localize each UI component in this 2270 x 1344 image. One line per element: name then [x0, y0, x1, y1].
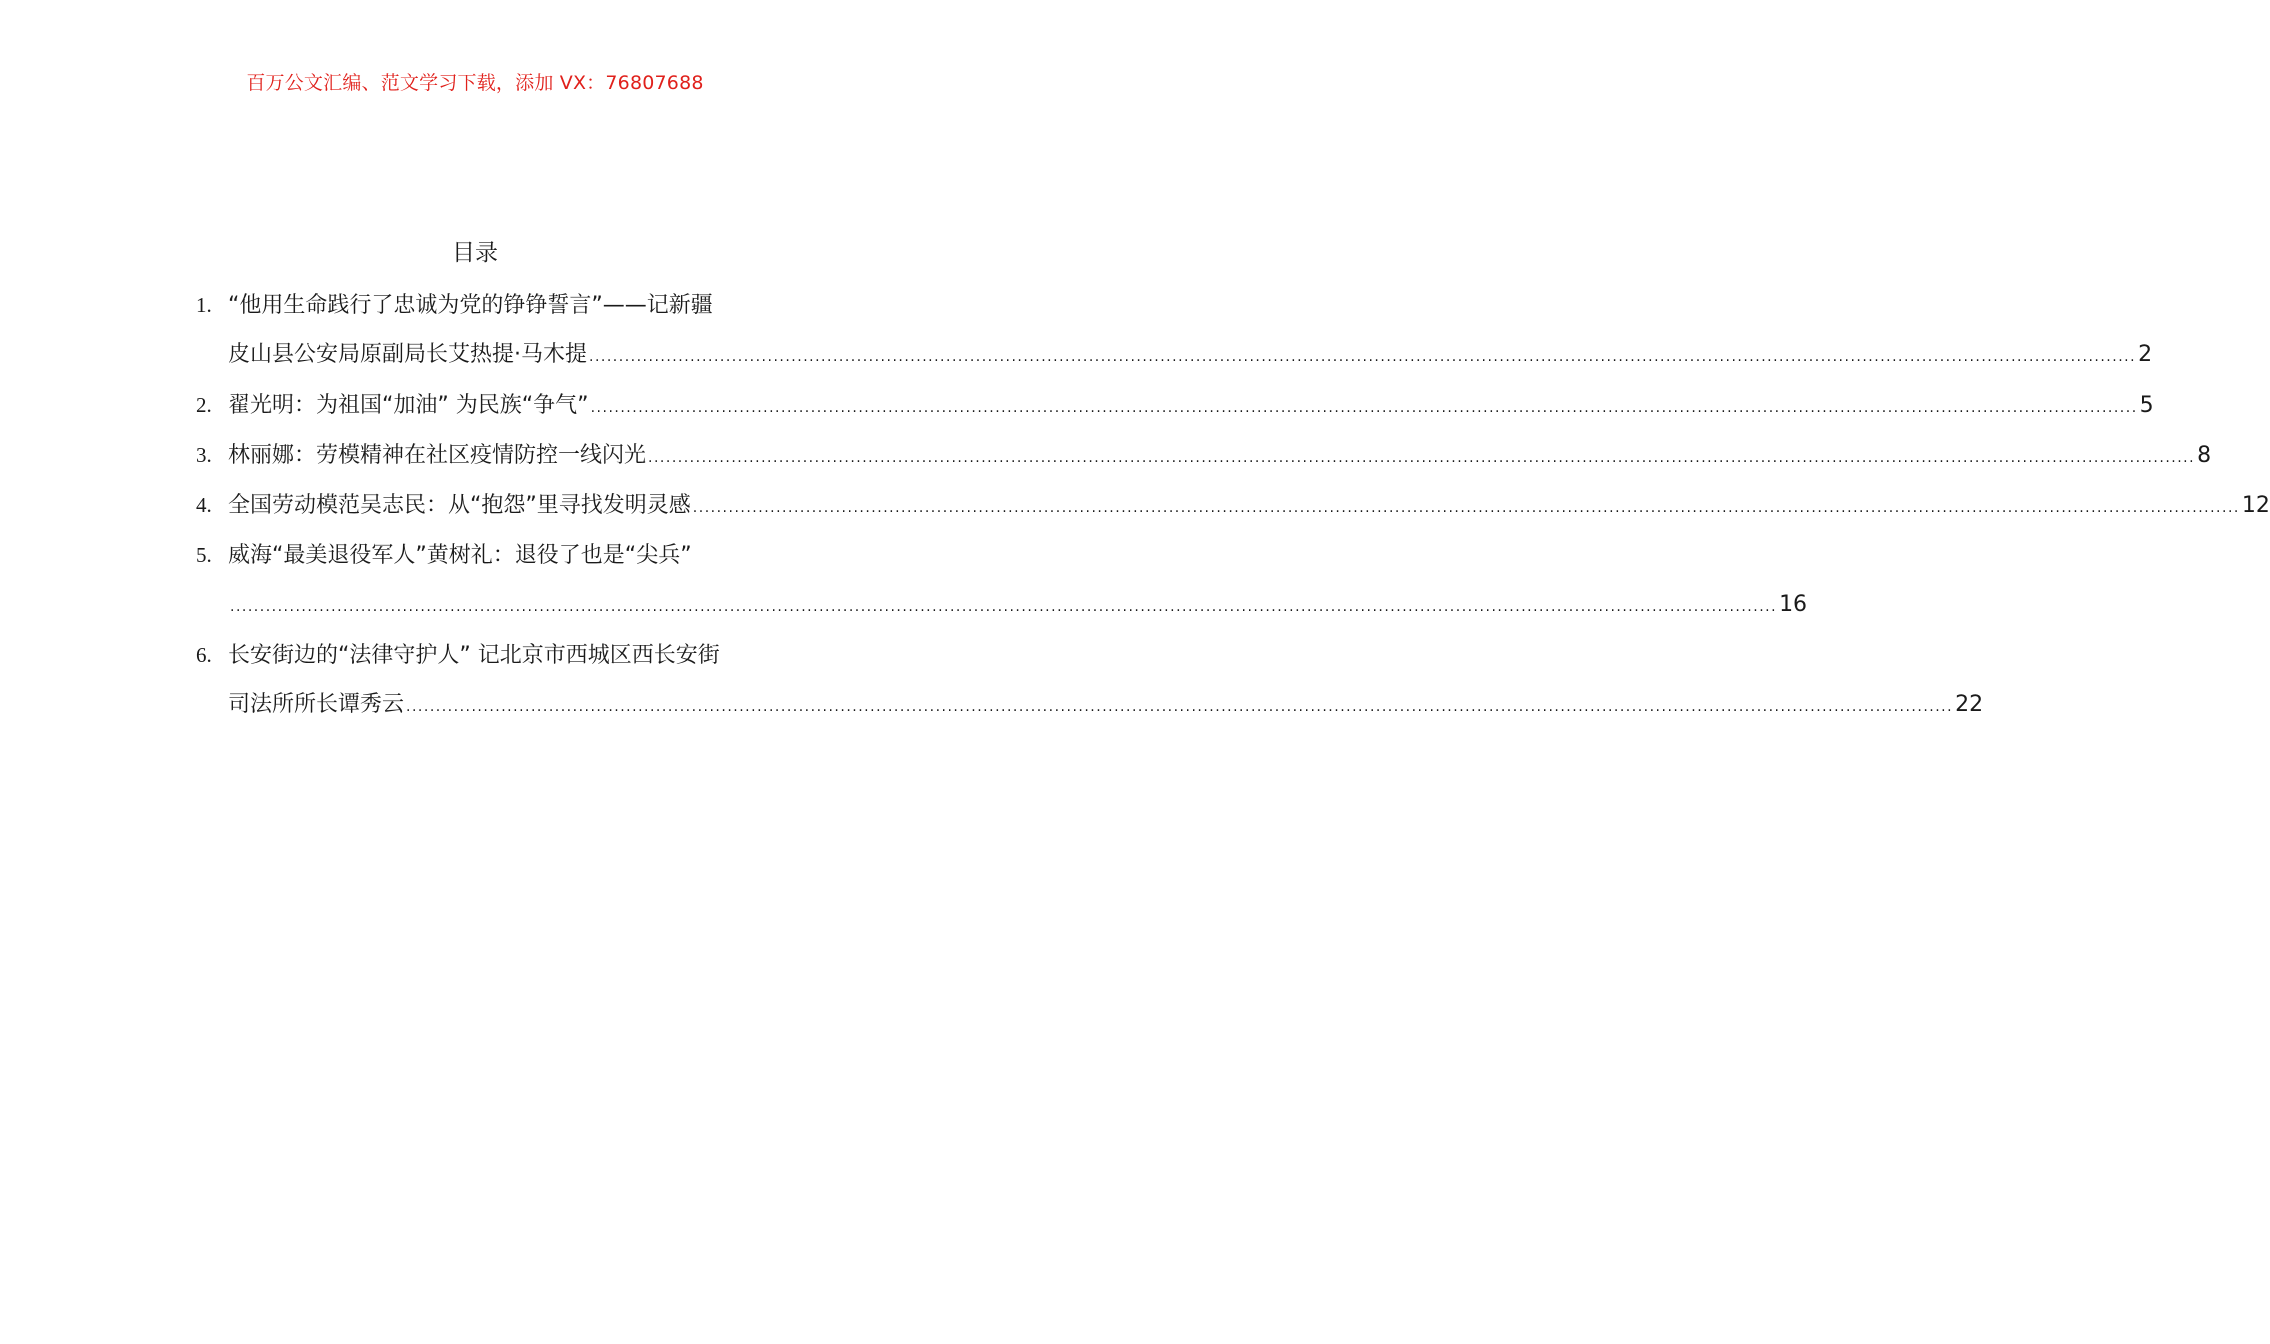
toc-entry-title: 威海“最美退役军人”黄树礼：退役了也是“尖兵”	[228, 543, 692, 568]
toc-entry-line	[196, 280, 806, 330]
toc-entry-title-continued: 司法所所长谭秀云	[228, 692, 405, 717]
toc-entry-5[interactable]	[196, 530, 1808, 630]
header-note: 百万公文汇编、范文学习下载，添加 VX：76807688	[246, 72, 704, 94]
toc-entry-line	[196, 380, 2154, 430]
toc-entry-page: 2	[2138, 342, 2153, 367]
toc-entry-title-continued: 皮山县公安局原副局长艾热提·马木提	[228, 342, 587, 367]
toc-entry-4[interactable]	[196, 480, 2270, 530]
toc-entry-number: 5.	[196, 543, 212, 567]
toc-entry-title: 全国劳动模范吴志民：从“抱怨”里寻找发明灵感	[228, 493, 691, 518]
toc-entry-line	[196, 430, 2212, 480]
toc-entry-page: 16	[1779, 592, 1808, 617]
toc-entry-number: 1.	[196, 293, 212, 317]
toc-entry-line	[196, 480, 2270, 530]
toc-entry-number: 2.	[196, 393, 212, 417]
toc-entry-1[interactable]	[196, 280, 2153, 380]
toc-entry-page: 22	[1955, 692, 1984, 717]
toc-entry-line	[196, 680, 1984, 730]
dot-leader	[230, 582, 1777, 632]
toc-entry-page: 12	[2241, 493, 2270, 518]
toc-entry-title: 林丽娜：劳模精神在社区疫情防控一线闪光	[228, 443, 647, 468]
toc-entry-line	[196, 630, 806, 680]
toc-entry-number: 4.	[196, 493, 212, 517]
toc-entry-title: “他用生命践行了忠诚为党的铮铮誓言”——记新疆	[228, 293, 713, 318]
toc-entry-line	[196, 580, 1808, 630]
toc-entry-title: 翟光明：为祖国“加油” 为民族“争气”	[228, 393, 589, 418]
dot-leader	[406, 682, 1953, 732]
dot-leader	[693, 483, 2240, 533]
toc-entry-line	[196, 530, 806, 580]
table-of-contents	[196, 280, 2270, 730]
toc-entry-number: 3.	[196, 443, 212, 467]
dot-leader	[591, 383, 2138, 433]
toc-entry-3[interactable]	[196, 430, 2212, 480]
toc-entry-line	[196, 330, 2153, 380]
toc-entry-page: 5	[2139, 393, 2154, 418]
dot-leader	[589, 332, 2136, 382]
toc-title: 目录	[452, 240, 498, 266]
toc-entry-title: 长安街边的“法律守护人” 记北京市西城区西长安街	[228, 643, 720, 668]
toc-entry-page: 8	[2197, 443, 2212, 468]
toc-entry-2[interactable]	[196, 380, 2154, 430]
toc-entry-number: 6.	[196, 643, 212, 667]
dot-leader	[648, 433, 2195, 483]
toc-entry-6[interactable]	[196, 630, 1984, 730]
